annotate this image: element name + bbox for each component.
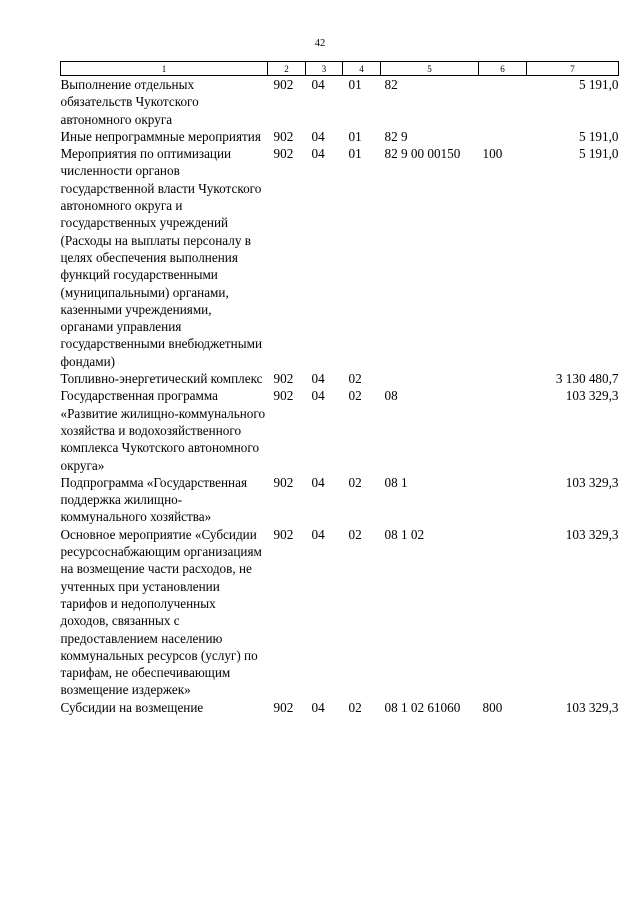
row-expense-type (479, 370, 527, 387)
row-name: Выполнение отдельных обязательств Чукотского автономного округа (60, 77, 199, 127)
row-section: 04 (311, 77, 325, 92)
table-body (61, 76, 619, 716)
table-row (61, 370, 619, 387)
row-target-article: 82 9 (384, 128, 408, 144)
row-grbs: 902 (273, 128, 294, 144)
row-subsection: 01 (348, 146, 362, 162)
row-grbs: 902 (273, 388, 294, 404)
row-name: Субсидии на возмещение (60, 699, 204, 715)
column-header-2: 2 (268, 62, 306, 76)
table-row (61, 76, 619, 128)
row-name: Иные непрограммные мероприятия (60, 128, 261, 144)
budget-table (60, 61, 619, 716)
row-expense-type (479, 76, 527, 128)
column-header-4: 4 (343, 62, 381, 76)
row-expense-type (479, 387, 527, 473)
row-subsection: 01 (348, 128, 362, 144)
column-header-3: 3 (306, 62, 343, 76)
row-grbs: 902 (273, 146, 294, 162)
row-name: Мероприятия по оптимизации численности органов государственной власти Чукотского автономного округа и государственных учреждений (Расходы на выплаты персоналу в целях обеспечения выполнения функций государственными (муниципальными) органами, казенными учреждениями, органами управления государственными внебюджетными фондами) (60, 146, 263, 369)
row-expense-type (479, 474, 527, 526)
row-amount: 103 329,3 (565, 474, 619, 490)
row-subsection: 02 (348, 388, 362, 404)
row-section: 04 (311, 371, 325, 387)
row-target-article: 08 (384, 388, 398, 404)
row-target-article: 08 1 02 (384, 526, 425, 542)
row-target-article: 08 1 (384, 474, 408, 490)
row-amount: 103 329,3 (565, 526, 619, 542)
row-subsection: 01 (348, 77, 362, 92)
row-target-article: 82 (384, 77, 398, 92)
row-target-article: 08 1 02 61060 (384, 699, 461, 715)
column-header-7: 7 (527, 62, 619, 76)
row-expense-type: 100 (482, 146, 503, 162)
row-section: 04 (311, 699, 325, 715)
row-expense-type (479, 128, 527, 145)
table-row (61, 145, 619, 370)
row-subsection: 02 (348, 371, 362, 387)
row-grbs: 902 (273, 526, 294, 542)
table-row (61, 387, 619, 473)
row-expense-type: 800 (482, 699, 503, 715)
column-header-5: 5 (381, 62, 479, 76)
table-row (61, 526, 619, 699)
table-row (61, 128, 619, 145)
row-amount: 5 191,0 (578, 77, 619, 92)
row-subsection: 02 (348, 526, 362, 542)
row-name: Подпрограмма «Государственная поддержка жилищно-коммунального хозяйства» (60, 474, 248, 525)
row-amount: 5 191,0 (578, 128, 619, 144)
row-grbs: 902 (273, 77, 294, 92)
row-grbs: 902 (273, 474, 294, 490)
row-target-article: 82 9 00 00150 (384, 146, 461, 162)
row-name: Топливно-энергетический комплекс (60, 371, 263, 387)
row-amount: 103 329,3 (565, 699, 619, 715)
row-amount: 3 130 480,7 (555, 371, 619, 387)
row-amount: 103 329,3 (565, 388, 619, 404)
row-name: Основное мероприятие «Субсидии ресурсоснабжающим организациям на возмещение части расходов, не учтенных при установлении тарифов и недополученных доходов, связанных с предоставлением населению коммунальных ресурсов (услуг) по тарифам, не обеспечивающим возмещение издержек» (60, 526, 262, 698)
row-target-article (381, 370, 479, 387)
row-expense-type (479, 526, 527, 699)
page-number: 42 (314, 38, 326, 49)
row-section: 04 (311, 146, 325, 162)
row-grbs: 902 (273, 371, 294, 387)
row-section: 04 (311, 526, 325, 542)
row-grbs: 902 (273, 699, 294, 715)
row-section: 04 (311, 128, 325, 144)
table-row (61, 474, 619, 526)
row-section: 04 (311, 388, 325, 404)
column-header-6: 6 (479, 62, 527, 76)
row-name: Государственная программа «Развитие жилищно-коммунального хозяйства и водохозяйственного комплекса Чукотского автономного округа» (60, 388, 266, 473)
row-subsection: 02 (348, 699, 362, 715)
column-header-1: 1 (61, 62, 268, 76)
table-row (61, 699, 619, 716)
row-amount: 5 191,0 (578, 146, 619, 162)
row-subsection: 02 (348, 474, 362, 490)
row-section: 04 (311, 474, 325, 490)
table-header (61, 62, 619, 76)
